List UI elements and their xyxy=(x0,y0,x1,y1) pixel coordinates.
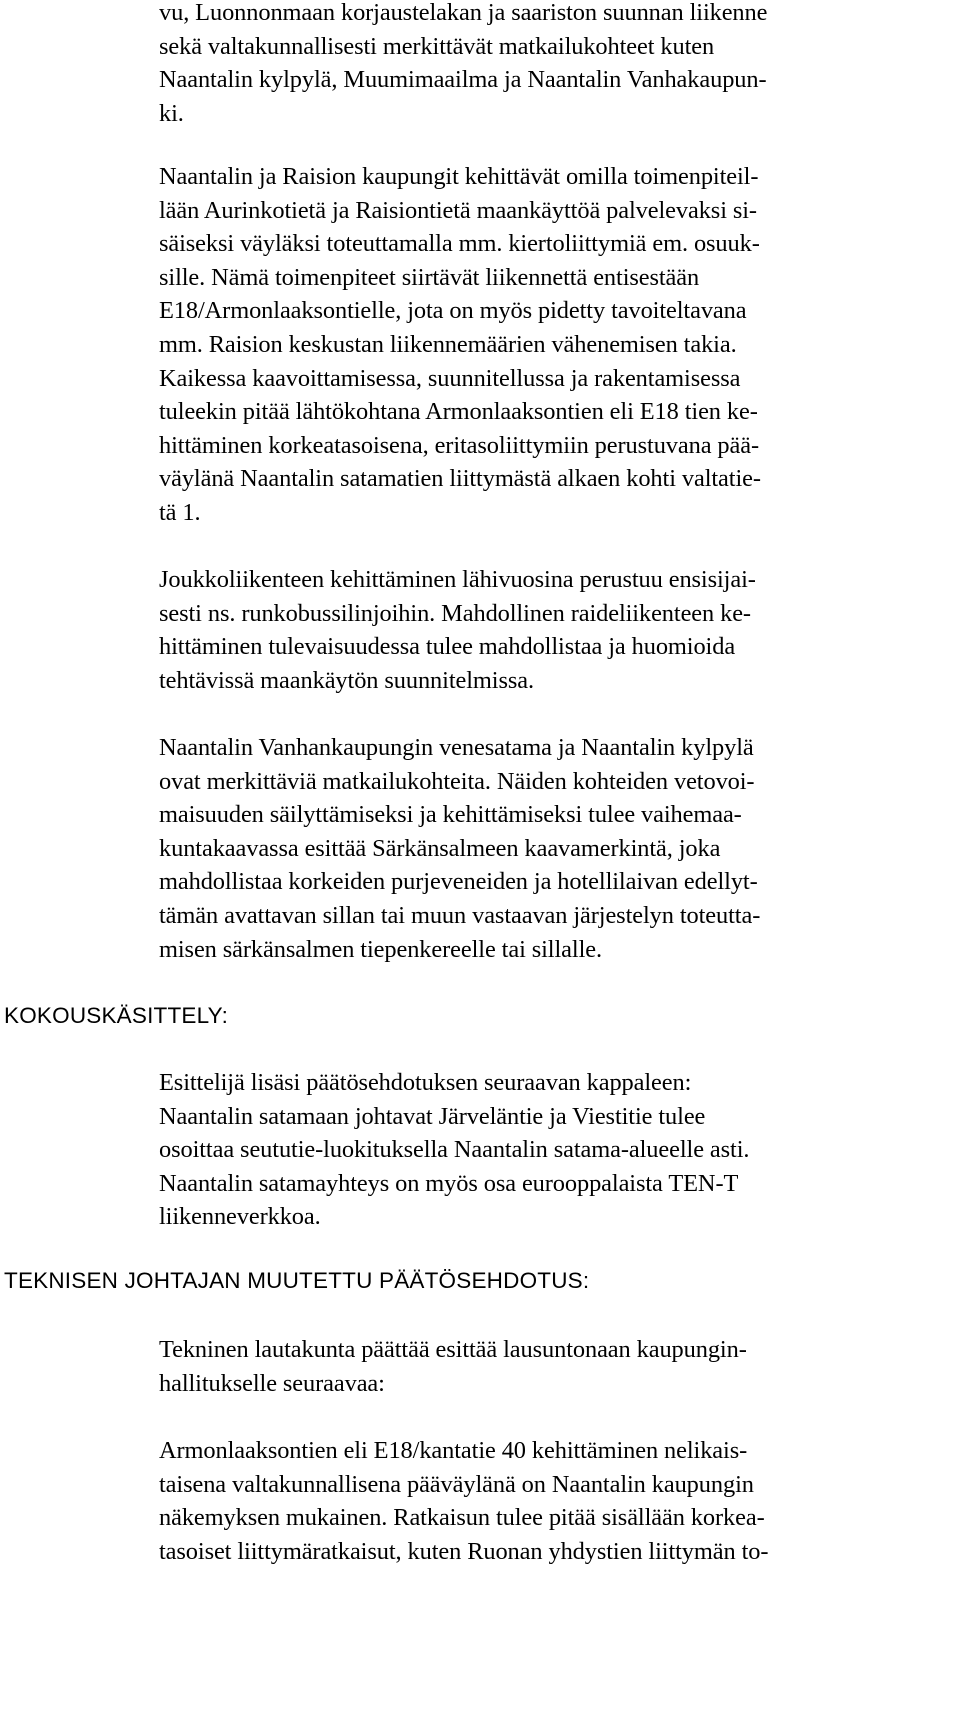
text-line: Naantalin satamayhteys on myös osa eurooppalaista TEN-T xyxy=(159,1169,739,1197)
text-line: tuleekin pitää lähtökohtana Armonlaaksontien eli E18 tien ke- xyxy=(159,398,758,426)
paragraph-public-transport xyxy=(159,563,949,697)
text-line: kuntakaavassa esittää Särkänsalmeen kaavamerkintä, joka xyxy=(159,834,721,862)
text-line: hittäminen tulevaisuudessa tulee mahdollistaa ja huomioida xyxy=(159,633,736,661)
text-line: tä 1. xyxy=(159,498,201,526)
text-line: Esittelijä lisäsi päätösehdotuksen seuraavan kappaleen: xyxy=(159,1069,692,1096)
text-line: liikenneverkkoa. xyxy=(159,1203,321,1231)
paragraph-road-development xyxy=(159,160,949,530)
text-line: Naantalin satamaan johtavat Järveläntie ja Viestitie tulee xyxy=(159,1102,706,1130)
text-line: Naantalin ja Raision kaupungit kehittävät omilla toimenpiteil- xyxy=(159,163,759,190)
text-line: vu, Luonnonmaan korjaustelakan ja saariston suunnan liikenne xyxy=(159,0,768,26)
text-line: Naantalin Vanhankaupungin venesatama ja Naantalin kylpylä xyxy=(159,734,754,761)
text-line: taisena valtakunnallisena pääväylänä on Naantalin kaupungin xyxy=(159,1470,754,1498)
text-line: Tekninen lautakunta päättää esittää lausuntonaan kaupungin- xyxy=(159,1336,747,1363)
text-line: mahdollistaa korkeiden purjeveneiden ja hotellilaivan edellyt- xyxy=(159,868,758,896)
section-label-kokouskasittely: KOKOUSKÄSITTELY: xyxy=(4,1003,229,1028)
text-line: lään Aurinkotietä ja Raisiontietä maankäyttöä palvelevaksi si- xyxy=(159,196,757,224)
text-line: tämän avattavan sillan tai muun vastaavan järjestelyn toteutta- xyxy=(159,901,761,929)
text-line: näkemyksen mukainen. Ratkaisun tulee pitää sisällään korkea- xyxy=(159,1504,765,1532)
text-line: hittäminen korkeatasoisena, eritasoliittymiin perustuvana pää- xyxy=(159,431,759,459)
text-line: E18/Armonlaaksontielle, jota on myös pidetty tavoiteltavana xyxy=(159,297,747,325)
paragraph-traffic-intro xyxy=(159,0,949,130)
text-line: hallitukselle seuraavaa: xyxy=(159,1369,385,1397)
text-line: Kaikessa kaavoittamisessa, suunnitellussa ja rakentamisessa xyxy=(159,364,741,392)
text-line: mm. Raision keskustan liikennemäärien vähenemisen takia. xyxy=(159,330,737,358)
text-line: sille. Nämä toimenpiteet siirtävät liikennettä entisestään xyxy=(159,263,700,291)
text-line: tehtävissä maankäytön suunnitelmissa. xyxy=(159,666,534,694)
text-line: sekä valtakunnallisesti merkittävät matkailukohteet kuten xyxy=(159,32,715,60)
text-line: osoittaa seututie-luokituksella Naantalin satama-alueelle asti. xyxy=(159,1136,750,1164)
section-heading-modified-proposal: TEKNISEN JOHTAJAN MUUTETTU PÄÄTÖSEHDOTUS: xyxy=(4,1268,590,1293)
text-line: Joukkoliikenteen kehittäminen lähivuosina perustuu ensisijai- xyxy=(159,566,756,593)
text-line: misen särkänsalmen tiepenkereelle tai sillalle. xyxy=(159,935,602,963)
text-line: säiseksi väyläksi toteuttamalla mm. kiertoliittymiä em. osuuk- xyxy=(159,230,760,258)
paragraph-committee-decision xyxy=(159,1333,949,1400)
paragraph-statement-e18 xyxy=(159,1434,949,1568)
text-line: ovat merkittäviä matkailukohteita. Näiden kohteiden vetovoi- xyxy=(159,767,755,795)
text-line: sesti ns. runkobussilinjoihin. Mahdollinen raideliikenteen ke- xyxy=(159,599,751,627)
text-line: ki. xyxy=(159,99,184,127)
paragraph-tourism xyxy=(159,731,949,966)
text-line: väylänä Naantalin satamatien liittymästä alkaen kohti valtatie- xyxy=(159,465,761,493)
text-line: tasoiset liittymäratkaisut, kuten Ruonan yhdystien liittymän to- xyxy=(159,1537,769,1565)
paragraph-presenter-addition xyxy=(159,1066,949,1234)
text-line: Armonlaaksontien eli E18/kantatie 40 kehittäminen nelikais- xyxy=(159,1437,748,1464)
text-line: Naantalin kylpylä, Muumimaailma ja Naantalin Vanhakaupun- xyxy=(159,66,767,94)
text-line: maisuuden säilyttämiseksi ja kehittämiseksi tulee vaihemaa- xyxy=(159,801,742,829)
